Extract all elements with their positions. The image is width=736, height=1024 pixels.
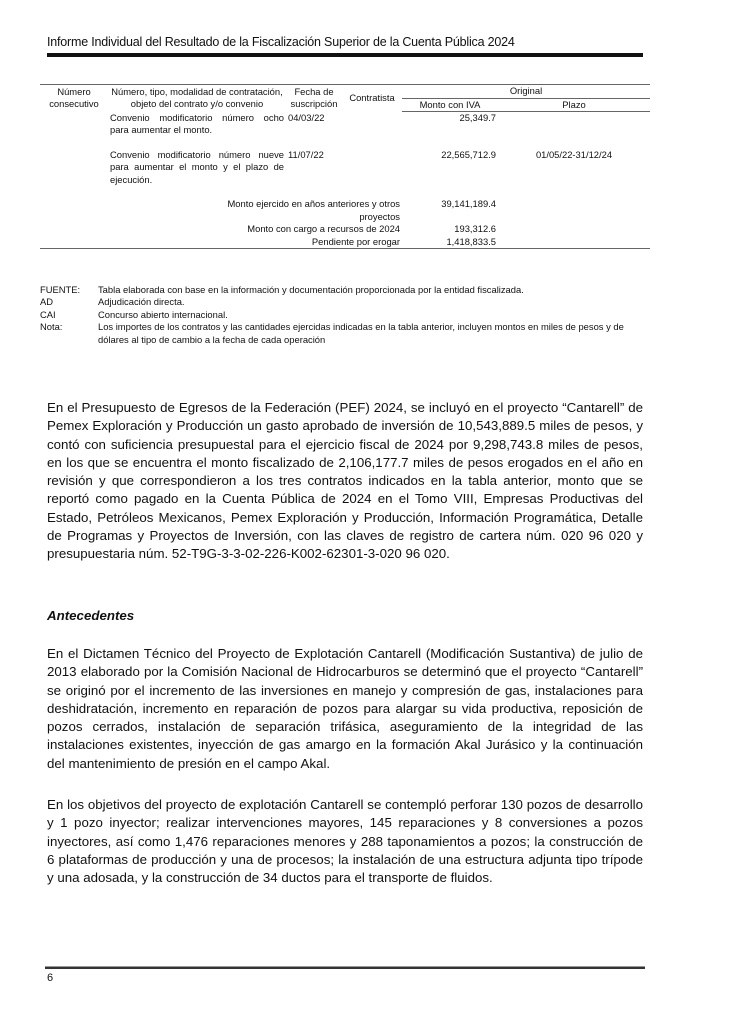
note-nota [40, 321, 650, 346]
cell-monto: 25,349.7 [459, 112, 496, 123]
summary-row [40, 223, 650, 236]
header-rule [47, 53, 643, 57]
col-header-monto: Monto con IVA [402, 98, 498, 112]
note-text: Adjudicación directa. [98, 296, 185, 308]
summary-value-pendiente: 1,418,833.5 [402, 236, 498, 249]
footer-rule [45, 966, 645, 969]
note-text: Los importes de los contratos y las cantidades ejercidas indicadas en la tabla anterior, incluyen montos en miles de pesos y de dólares al tipo de cambio a la fecha de cada operación [98, 321, 624, 345]
cell-numero [40, 149, 108, 187]
summary-row [40, 236, 650, 249]
table-row [40, 112, 650, 137]
paragraph-pef: En el Presupuesto de Egresos de la Federación (PEF) 2024, se incluyó en el proyecto “Cantarell” de Pemex Exploración y Producción un gasto aprobado de inversión de 10,543,889.5 miles de pesos, y contó con suficiencia presupuestal para el ejercicio fiscal de 2024 por 9,298,743.8 miles de pesos, en los que se encuentra el monto fiscalizado de 2,106,177.7 miles de pesos erogados en el año en revisión y que correspondieron a los tres contratos indicados en la tabla anterior, monto que se reportó como pagado en la Cuenta Pública de 2024 en el Tomo VIII, Empresas Productivas del Estado, Petróleos Mexicanos, Pemex Exploración y Producción, Información Programática, Detalle de Programas y Proyectos de Inversión, con las claves de registro de cartera núm. 020 96 020 y presupuestaria núm. 52-T9G-3-3-02-226-K002-62301-3-020 96 020. [47, 400, 643, 562]
note-cai [40, 309, 650, 321]
summary-value-ejercido: 39,141,189.4 [441, 198, 496, 209]
cell-numero [40, 112, 108, 137]
cell-fecha: 11/07/22 [288, 148, 324, 160]
cell-descripcion: Convenio modificatorio número ocho para aumentar el monto. [110, 111, 284, 135]
col-header-descripcion: Número, tipo, modalidad de contratación, objeto del contrato y/o convenio [108, 85, 286, 112]
report-title: Informe Individual del Resultado de la Fiscalización Superior de la Cuenta Pública 2024 [47, 35, 515, 49]
cell-monto: 22,565,712.9 [441, 148, 496, 160]
col-header-contratista: Contratista [342, 85, 402, 112]
page-header [47, 35, 643, 57]
col-header-fecha: Fecha de suscripción [286, 85, 342, 112]
contracts-table-container [40, 84, 650, 249]
cell-descripcion: Convenio modificatorio número nueve para aumentar el monto y el plazo de ejecución. [110, 148, 284, 185]
col-header-plazo: Plazo [498, 98, 650, 112]
note-text: Tabla elaborada con base en la información y documentación proporcionada por la entidad fiscalizada. [98, 284, 524, 295]
note-text: Concurso abierto internacional. [98, 308, 228, 320]
row-spacer [40, 186, 650, 198]
section-heading-antecedentes: Antecedentes [47, 608, 135, 623]
paragraph-dictamen: En el Dictamen Técnico del Proyecto de Explotación Cantarell (Modificación Sustantiva) de julio de 2013 elaborado por la Comisión Nacional de Hidrocarburos se determinó que el proyecto “Cantarell” se originó por el incremento de las inversiones en manejo y compresión de gas, instalaciones para deshidratación, incremento en reparación de pozos para alargar su vida productiva, reposición de pozos cerrados, instalación de separación trifásica, aseguramiento de la integridad de las instalaciones existentes, inyección de gas amargo en la formación Akal Jurásico y la continuación del mantenimiento de presión en el campo Akal. [47, 646, 643, 771]
page-footer [45, 966, 645, 984]
table-row [40, 149, 650, 187]
summary-label-2024: Monto con cargo a recursos de 2024 [247, 223, 400, 234]
page-number: 6 [47, 972, 54, 984]
col-header-original: Original [402, 85, 650, 99]
note-ad [40, 296, 650, 308]
note-key: CAI [40, 308, 56, 320]
paragraph-objetivos: En los objetivos del proyecto de explotación Cantarell se contempló perforar 130 pozos de desarrollo y 1 pozo inyector; realizar intervenciones mayores, 145 reparaciones y 8 conversiones a pozos inyectores, así como 1,476 reparaciones menores y 288 taponamientos a pozos; la construcción de 6 plataformas de producción y una de procesos; la instalación de una estructura adjunta tipo trípode y una adosada, y la construcción de 34 ductos para el transporte de fluidos. [47, 797, 643, 886]
cell-contratista [342, 112, 402, 137]
cell-contratista [342, 149, 402, 187]
cell-plazo: 01/05/22-31/12/24 [535, 148, 613, 160]
summary-row [40, 198, 650, 223]
note-fuente [40, 284, 650, 296]
summary-label-pendiente: Pendiente por erogar [108, 236, 402, 249]
note-key: Nota: [40, 321, 63, 333]
table-notes [40, 284, 650, 346]
note-key: AD [40, 296, 54, 308]
col-header-numero: Número consecutivo [40, 85, 108, 112]
row-spacer [40, 137, 650, 149]
contracts-table [40, 84, 650, 249]
note-key: FUENTE: [40, 284, 81, 295]
summary-label-ejercido: Monto ejercido en años anteriores y otros proyectos [227, 198, 400, 222]
cell-plazo [498, 112, 650, 137]
cell-fecha: 04/03/22 [288, 111, 325, 123]
summary-value-2024: 193,312.6 [454, 223, 496, 234]
